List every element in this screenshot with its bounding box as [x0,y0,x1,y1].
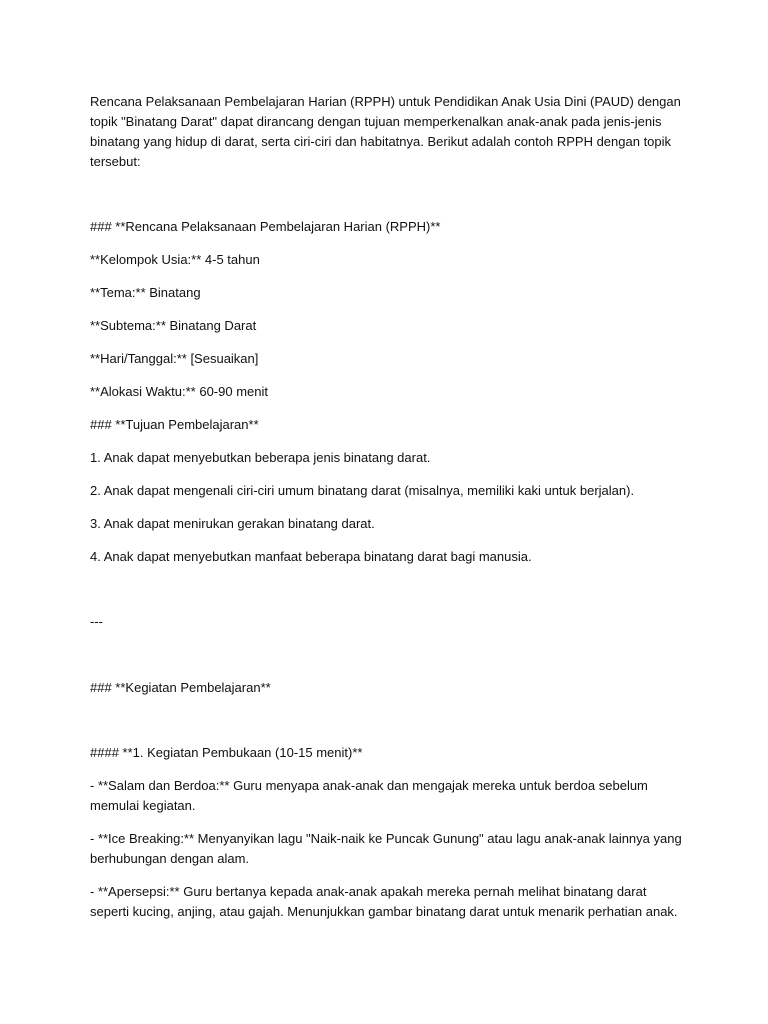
meta-subtema: **Subtema:** Binatang Darat [90,318,257,333]
meta-kelompok-usia: **Kelompok Usia:** 4-5 tahun [90,252,260,267]
tujuan-item-3: 3. Anak dapat menirukan gerakan binatang darat. [90,516,375,531]
separator: --- [90,614,103,629]
pembukaan-salam-line-1: - **Salam dan Berdoa:** Guru menyapa anak-anak dan mengajak mereka untuk berdoa sebelum [90,778,648,793]
heading-rpph: ### **Rencana Pelaksanaan Pembelajaran Harian (RPPH)** [90,219,441,234]
pembukaan-ice-breaking-line-2: berhubungan dengan alam. [90,851,250,866]
tujuan-item-2: 2. Anak dapat mengenali ciri-ciri umum binatang darat (misalnya, memiliki kaki untuk berjalan). [90,483,635,498]
tujuan-item-1: 1. Anak dapat menyebutkan beberapa jenis binatang darat. [90,450,431,465]
intro-line-3: binatang yang hidup di darat, serta ciri-ciri dan habitatnya. Berikut adalah contoh RPPH dengan topik [90,134,672,149]
pembukaan-ice-breaking-line-1: - **Ice Breaking:** Menyanyikan lagu "Naik-naik ke Puncak Gunung" atau lagu anak-anak lainnya yang [90,831,682,846]
pembukaan-apersepsi-line-1: - **Apersepsi:** Guru bertanya kepada anak-anak apakah mereka pernah melihat binatang darat [90,884,647,899]
intro-line-4: tersebut: [90,154,141,169]
heading-kegiatan: ### **Kegiatan Pembelajaran** [90,680,271,695]
heading-pembukaan: #### **1. Kegiatan Pembukaan (10-15 menit)** [90,745,363,760]
intro-line-1: Rencana Pelaksanaan Pembelajaran Harian (RPPH) untuk Pendidikan Anak Usia Dini (PAUD) dengan [90,94,681,109]
heading-tujuan: ### **Tujuan Pembelajaran** [90,417,259,432]
pembukaan-salam-line-2: memulai kegiatan. [90,798,196,813]
meta-alokasi-waktu: **Alokasi Waktu:** 60-90 menit [90,384,268,399]
tujuan-item-4: 4. Anak dapat menyebutkan manfaat beberapa binatang darat bagi manusia. [90,549,532,564]
intro-line-2: topik "Binatang Darat" dapat dirancang dengan tujuan memperkenalkan anak-anak pada jenis-jenis [90,114,662,129]
meta-hari-tanggal: **Hari/Tanggal:** [Sesuaikan] [90,351,259,366]
meta-tema: **Tema:** Binatang [90,285,201,300]
pembukaan-apersepsi-line-2: seperti kucing, anjing, atau gajah. Menunjukkan gambar binatang darat untuk menarik perhatian anak. [90,904,678,919]
